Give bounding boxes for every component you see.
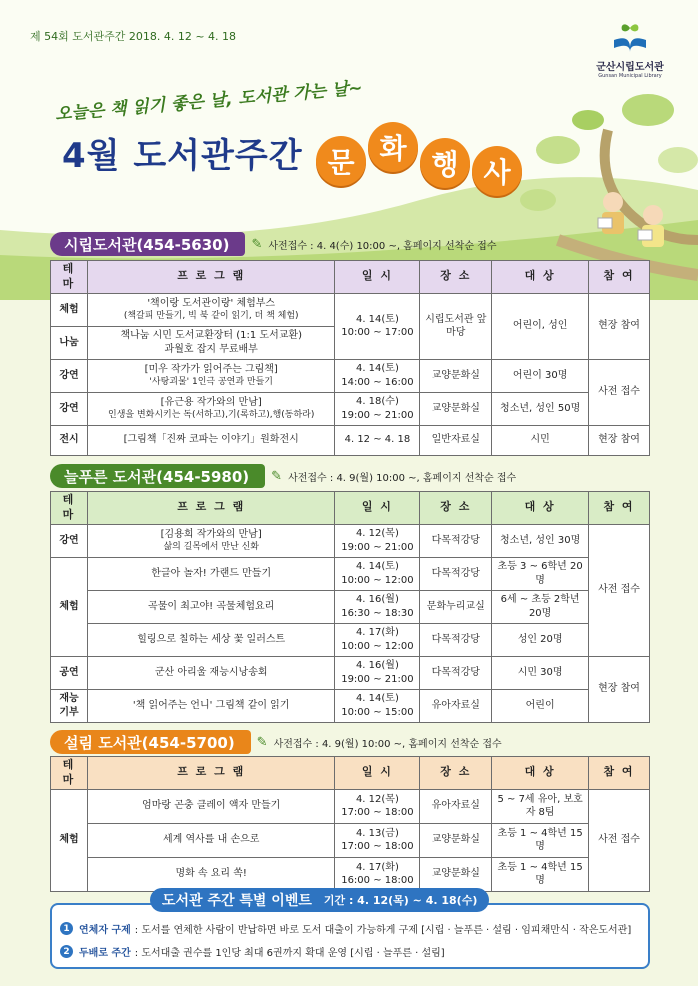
table-row — [51, 656, 650, 689]
date-cell — [335, 623, 420, 656]
program-title: 책나눔 시민 도서교환장터 (1:1 도서교환) — [120, 330, 302, 342]
column-header: 대 상 — [492, 492, 589, 525]
column-header: 테 마 — [51, 757, 88, 790]
event-title-text: 도서관 주간 특별 이벤트 — [162, 893, 312, 909]
date-cell: 4. 12 ~ 4. 18 — [335, 425, 420, 455]
column-header: 대 상 — [492, 261, 589, 294]
column-header: 일 시 — [335, 757, 420, 790]
target-cell: 어린이, 성인 — [492, 293, 589, 359]
table-row — [51, 557, 650, 590]
special-event-title — [150, 888, 489, 912]
place-cell: 교양문화실 — [420, 857, 492, 891]
edition-text: 제 54회 도서관주간 2018. 4. 12 ~ 4. 18 — [30, 30, 237, 43]
column-header: 일 시 — [335, 492, 420, 525]
theme-cell: 체험 — [51, 789, 88, 891]
date-text: 4. 17(화) — [355, 861, 399, 873]
theme-cell: 나눔 — [51, 326, 88, 359]
time-text: 19:00 ~ 21:00 — [341, 409, 414, 421]
column-header: 프 로 그 램 — [87, 261, 335, 294]
date-cell — [335, 392, 420, 425]
join-cell: 현장 참여 — [589, 293, 650, 359]
date-text: 4. 12(목) — [355, 528, 399, 540]
column-header: 일 시 — [335, 261, 420, 294]
logo-sub: Gunsan Municipal Library — [598, 73, 662, 79]
place-cell: 다목적강당 — [420, 656, 492, 689]
column-header: 참 여 — [589, 492, 650, 525]
theme-cell: 강연 — [51, 392, 88, 425]
program-cell: [그림책「진짜 코파는 이야기」원화전시 — [87, 425, 335, 455]
program-title: [유근용 작가와의 만남] — [160, 396, 262, 408]
date-cell — [335, 590, 420, 623]
date-text: 4. 18(수) — [355, 396, 399, 408]
registration-info: 사전접수 : 4. 4(수) 10:00 ~, 홈페이지 선착순 접수 — [268, 240, 497, 252]
date-cell — [335, 857, 420, 891]
time-text: 17:00 ~ 18:00 — [341, 841, 414, 853]
event-period: 기간 : 4. 12(목) ~ 4. 18(수) — [323, 894, 478, 907]
join-cell: 현장 참여 — [589, 656, 650, 722]
table-row — [51, 789, 650, 823]
column-header: 테 마 — [51, 492, 88, 525]
theme-cell: 공연 — [51, 656, 88, 689]
place-cell: 교양문화실 — [420, 392, 492, 425]
page-title: 4월 도서관주간 — [62, 136, 303, 176]
date-cell — [335, 293, 420, 359]
join-cell: 사전 접수 — [589, 524, 650, 656]
date-text: 4. 13(금) — [355, 827, 399, 839]
place-cell: 교양문화실 — [420, 823, 492, 857]
place-cell: 시립도서관 앞마당 — [420, 293, 492, 359]
theme-cell: 강연 — [51, 359, 88, 392]
table-row — [51, 623, 650, 656]
column-header: 프 로 그 램 — [87, 757, 335, 790]
pencil-icon: ✎ — [271, 468, 283, 484]
theme-cell: 체험 — [51, 557, 88, 656]
target-cell: 청소년, 성인 50명 — [492, 392, 589, 425]
number-badge: 1 — [60, 922, 73, 935]
time-text: 14:00 ~ 16:00 — [341, 376, 414, 388]
event-item-name: 연체자 구제 — [79, 925, 131, 936]
program-cell: 세계 역사를 내 손으로 — [87, 823, 335, 857]
table-row — [51, 689, 650, 722]
date-text: 4. 14(토) — [355, 313, 399, 325]
title-bubble: 사 — [472, 146, 522, 196]
date-text: 4. 14(토) — [355, 693, 399, 705]
time-text: 16:30 ~ 18:30 — [341, 607, 414, 619]
program-title: [미우 작가가 읽어주는 그림책] — [144, 363, 278, 375]
program-cell: 곡물이 최고야! 곡물체험요리 — [87, 590, 335, 623]
time-text: 19:00 ~ 21:00 — [341, 673, 414, 685]
place-cell: 유아자료실 — [420, 689, 492, 722]
program-title: '책이랑 도서관이랑' 체험부스 — [147, 297, 276, 309]
section-title: 늘푸른 도서관(454-5980) — [50, 464, 265, 488]
place-cell: 교양문화실 — [420, 359, 492, 392]
date-text: 4. 16(월) — [355, 660, 399, 672]
target-cell: 6세 ~ 초등 2학년 20명 — [492, 590, 589, 623]
theme-cell: 재능 기부 — [51, 689, 88, 722]
target-cell: 어린이 30명 — [492, 359, 589, 392]
program-title: [김용희 작가와의 만남] — [160, 528, 262, 540]
date-text: 4. 12(목) — [355, 793, 399, 805]
join-cell: 현장 참여 — [589, 425, 650, 455]
time-text: 10:00 ~ 15:00 — [341, 706, 414, 718]
event-item-text: : 도서대출 권수를 1인당 최대 6권까지 확대 운영 [시립 · 늘푸른 · 설림] — [134, 948, 445, 959]
column-header: 참 여 — [589, 757, 650, 790]
table-row — [51, 359, 650, 392]
library-logo — [590, 22, 670, 79]
table-row — [51, 392, 650, 425]
program-cell: 힐링으로 칠하는 세상 꽃 일러스트 — [87, 623, 335, 656]
schedule-table-seollim-library — [50, 756, 650, 892]
time-text: 19:00 ~ 21:00 — [341, 541, 414, 553]
target-cell: 시민 — [492, 425, 589, 455]
slogan: 오늘은 책 읽기 좋은 날, 도서관 가는 날~ — [54, 78, 364, 125]
section-header-main-library — [50, 232, 496, 256]
place-cell: 일반자료실 — [420, 425, 492, 455]
target-cell: 5 ~ 7세 유아, 보호자 8팀 — [492, 789, 589, 823]
title-bubble: 화 — [368, 122, 418, 172]
table-row — [51, 524, 650, 557]
target-cell: 초등 3 ~ 6학년 20명 — [492, 557, 589, 590]
event-item — [60, 921, 631, 936]
date-cell — [335, 689, 420, 722]
date-cell — [335, 359, 420, 392]
join-cell: 사전 접수 — [589, 789, 650, 891]
theme-cell: 체험 — [51, 293, 88, 326]
section-title: 설림 도서관(454-5700) — [50, 730, 251, 754]
target-cell: 초등 1 ~ 4학년 15명 — [492, 857, 589, 891]
target-cell: 시민 30명 — [492, 656, 589, 689]
column-header: 장 소 — [420, 261, 492, 294]
section-header-seollim-library — [50, 730, 502, 754]
join-cell: 사전 접수 — [589, 359, 650, 425]
program-sub: 과월호 잡지 무료배부 — [164, 343, 258, 355]
date-cell — [335, 789, 420, 823]
program-cell — [87, 359, 335, 392]
place-cell: 유아자료실 — [420, 789, 492, 823]
date-text: 4. 16(월) — [355, 594, 399, 606]
place-cell: 문화누리교실 — [420, 590, 492, 623]
title-bubble: 행 — [420, 138, 470, 188]
pencil-icon: ✎ — [251, 236, 263, 252]
date-text: 4. 14(토) — [355, 363, 399, 375]
place-cell: 다목적강당 — [420, 524, 492, 557]
event-item-text: : 도서를 연체한 사람이 반납하면 바로 도서 대출이 가능하게 구제 [시립 · 늘푸른 · 설림 · 임피채만식 · 작은도서관] — [134, 925, 632, 936]
theme-cell: 강연 — [51, 524, 88, 557]
time-text: 10:00 ~ 17:00 — [341, 327, 414, 339]
column-header: 장 소 — [420, 757, 492, 790]
date-text: 4. 14(토) — [355, 561, 399, 573]
column-header: 장 소 — [420, 492, 492, 525]
time-text: 10:00 ~ 12:00 — [341, 574, 414, 586]
column-header: 대 상 — [492, 757, 589, 790]
schedule-table-neulpureun-library — [50, 491, 650, 723]
time-text: 17:00 ~ 18:00 — [341, 807, 414, 819]
table-row — [51, 293, 650, 326]
registration-info: 사전접수 : 4. 9(월) 10:00 ~, 홈페이지 선착순 접수 — [288, 472, 517, 484]
column-header: 프 로 그 램 — [87, 492, 335, 525]
place-cell: 다목적강당 — [420, 557, 492, 590]
program-cell — [87, 326, 335, 359]
table-row — [51, 823, 650, 857]
time-text: 10:00 ~ 12:00 — [341, 640, 414, 652]
table-row — [51, 857, 650, 891]
date-cell — [335, 524, 420, 557]
number-badge: 2 — [60, 945, 73, 958]
target-cell: 어린이 — [492, 689, 589, 722]
program-sub: 삶의 길목에서 만난 신화 — [163, 542, 259, 553]
event-item-name: 두배로 주간 — [79, 948, 131, 959]
program-sub: (책갈피 만들기, 빅 북 같이 읽기, 더 책 체험) — [123, 311, 299, 322]
program-cell — [87, 293, 335, 326]
program-sub: 인생을 변화시키는 독(서하고),기(록하고),행(동하라) — [108, 410, 315, 421]
section-header-neulpureun-library — [50, 464, 516, 488]
schedule-table-main-library — [50, 260, 650, 456]
program-cell — [87, 524, 335, 557]
date-cell — [335, 823, 420, 857]
program-cell: '책 읽어주는 언니' 그림책 같이 읽기 — [87, 689, 335, 722]
program-cell: 한글아 놀자! 가랜드 만들기 — [87, 557, 335, 590]
date-cell — [335, 656, 420, 689]
target-cell: 청소년, 성인 30명 — [492, 524, 589, 557]
table-row — [51, 590, 650, 623]
pencil-icon: ✎ — [256, 734, 268, 750]
logo-name: 군산시립도서관 — [596, 62, 664, 73]
event-item — [60, 944, 445, 959]
time-text: 16:00 ~ 18:00 — [341, 875, 414, 887]
special-event-box — [50, 903, 650, 969]
target-cell: 초등 1 ~ 4학년 15명 — [492, 823, 589, 857]
target-cell: 성인 20명 — [492, 623, 589, 656]
registration-info: 사전접수 : 4. 9(월) 10:00 ~, 홈페이지 선착순 접수 — [273, 738, 502, 750]
program-cell: 명화 속 요리 쏙! — [87, 857, 335, 891]
program-sub: '사탕괴물' 1인극 공연과 만들기 — [149, 377, 273, 388]
table-row — [51, 425, 650, 455]
title-bubble: 문 — [316, 136, 366, 186]
date-cell — [335, 557, 420, 590]
date-text: 4. 17(화) — [355, 627, 399, 639]
place-cell: 다목적강당 — [420, 623, 492, 656]
book-leaf-icon — [610, 22, 650, 52]
program-cell: 엄마랑 곤충 클레이 액자 만들기 — [87, 789, 335, 823]
theme-cell: 전시 — [51, 425, 88, 455]
section-title: 시립도서관(454-5630) — [50, 232, 245, 256]
program-cell — [87, 392, 335, 425]
column-header: 참 여 — [589, 261, 650, 294]
program-cell: 군산 아리울 재능시낭송회 — [87, 656, 335, 689]
column-header: 테 마 — [51, 261, 88, 294]
